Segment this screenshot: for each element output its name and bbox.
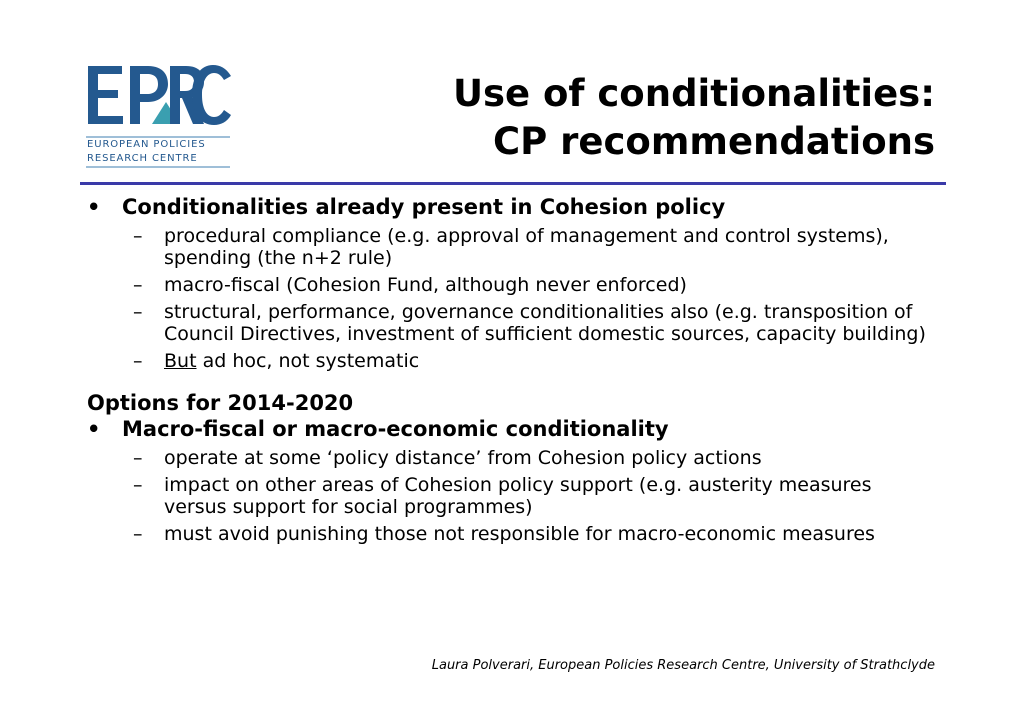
sub-item <box>87 447 937 469</box>
sub-item <box>87 474 937 518</box>
sub-item-text <box>164 350 419 372</box>
slide-title-line2: CP recommendations <box>493 120 935 163</box>
logo-caption <box>86 136 230 168</box>
logo-caption-line1: EUROPEAN POLICIES <box>87 139 206 150</box>
bullet-dot-icon: • <box>87 195 101 219</box>
dash-icon: – <box>133 274 143 296</box>
dash-icon: – <box>133 225 143 247</box>
slide-footer: Laura Polverari, European Policies Research Centre, University of Strathclyde <box>431 658 935 673</box>
eprc-logo <box>86 62 236 172</box>
dash-icon: – <box>133 350 143 372</box>
logo-caption-line2: RESEARCH CENTRE <box>87 153 198 164</box>
dash-icon: – <box>133 301 143 323</box>
bullet-macro-conditionality <box>87 416 937 442</box>
bullet-text: Macro-fiscal or macro-economic conditionality <box>122 417 669 441</box>
bullet-dot-icon: • <box>87 417 101 441</box>
bullet-existing-conditionalities <box>87 194 937 220</box>
sub-item <box>87 523 937 545</box>
title-divider <box>80 182 946 185</box>
sub-item-text: must avoid punishing those not responsible for macro-economic measures <box>164 523 875 545</box>
eprc-wordmark-graphic <box>86 62 232 128</box>
sub-item <box>87 301 937 345</box>
sub-item-text: impact on other areas of Cohesion policy support (e.g. austerity measures versus support for social programmes) <box>164 474 872 518</box>
slide-title-line1: Use of conditionalities: <box>452 72 935 115</box>
sub-item <box>87 225 937 269</box>
logo-rule-bottom <box>86 166 230 168</box>
slide-body <box>87 194 937 545</box>
sub-item <box>87 274 937 296</box>
sub-item-text: structural, performance, governance conditionalities also (e.g. transposition of Council Directives, investment of sufficient domestic sources, capacity building) <box>164 301 926 345</box>
sub-item-text: operate at some ‘policy distance’ from Cohesion policy actions <box>164 447 762 469</box>
dash-icon: – <box>133 447 143 469</box>
sub-item <box>87 350 937 372</box>
slide-title <box>453 70 935 166</box>
dash-icon: – <box>133 474 143 496</box>
options-heading: Options for 2014-2020 <box>87 391 354 415</box>
underlined-but: But <box>164 350 197 372</box>
dash-icon: – <box>133 523 143 545</box>
sub-item-rest: ad hoc, not systematic <box>196 350 420 372</box>
sub-item-text: macro-fiscal (Cohesion Fund, although never enforced) <box>164 274 687 296</box>
sub-item-text: procedural compliance (e.g. approval of management and control systems), spending (the n+2 rule) <box>164 225 889 269</box>
bullet-text: Conditionalities already present in Cohesion policy <box>122 195 726 219</box>
